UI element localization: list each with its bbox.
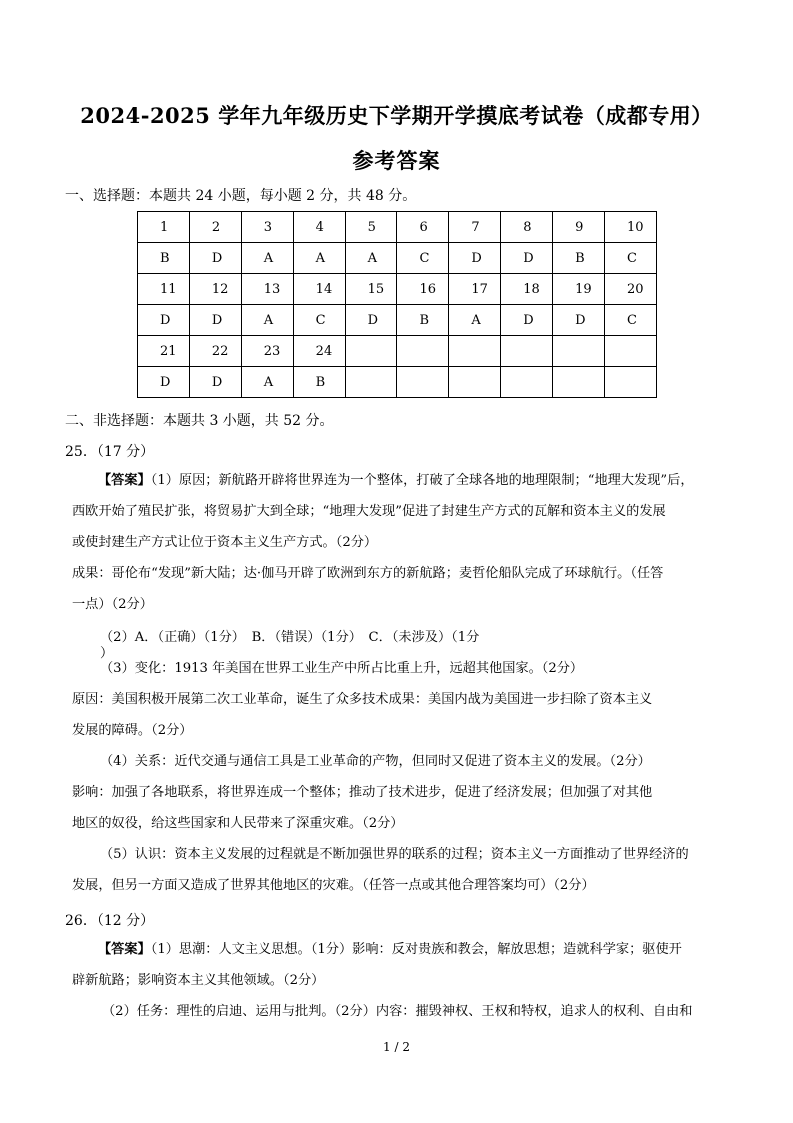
table-cell: A (449, 305, 501, 336)
page-subtitle: 参考答案 (352, 148, 441, 173)
answer-tag: 【答案】 (98, 473, 151, 488)
answer-line: （3）变化：1913 年美国在世界工业生产中所占比重上升，远超其他国家。（2分） (100, 661, 584, 676)
table-cell: B (397, 305, 449, 336)
question-25-answer (72, 465, 738, 620)
answer-line: （4）关系：近代交通与通信工具是工业革命的产物，但同时又促进了资本主义的发展。（2分） (100, 754, 651, 769)
table-cell: D (501, 243, 553, 274)
table-cell: 24 (293, 336, 345, 367)
question-26-answer (72, 934, 738, 1027)
table-cell: B (293, 367, 345, 398)
answer-line: 发展，但另一方面又造成了世界其他地区的灾难。（任答一点或其他合理答案均可）（2分） (72, 878, 595, 893)
table-cell: D (501, 305, 553, 336)
answer-line: 或使封建生产方式让位于资本主义生产方式。（2分） (72, 535, 378, 550)
table-cell: 20 (605, 274, 657, 305)
table-cell: D (449, 243, 501, 274)
table-cell: 2 (189, 212, 241, 243)
table-cell: 23 (241, 336, 293, 367)
table-cell: C (397, 243, 449, 274)
table-cell: B (553, 243, 605, 274)
table-cell: A (293, 243, 345, 274)
table-cell: 4 (293, 212, 345, 243)
table-cell: 14 (293, 274, 345, 305)
answer-line: （2）A．（正确）（1分） B．（错误）（1分） C．（未涉及）（1分 (100, 630, 480, 645)
answer-line: （2）任务：理性的启迪、运用与批判。（2分）内容：摧毁神权、王权和特权，追求人的权利、自由和 (102, 1004, 693, 1019)
table-row (138, 212, 657, 243)
table-row (138, 243, 657, 274)
answer-line: 辟新航路；影响资本主义其他领域。（2分） (72, 973, 325, 988)
answer-tag: 【答案】 (98, 942, 151, 957)
answer-line: ） (100, 646, 114, 661)
table-cell (345, 336, 397, 367)
answer-line: 西欧开始了殖民扩张，将贸易扩大到全球；“地理大发现”促进了封建生产方式的瓦解和资本主义的发展 (72, 504, 666, 519)
page-title: 2024-2025 学年九年级历史下学期开学摸底考试卷（成都专用） (80, 103, 713, 128)
table-cell (501, 336, 553, 367)
table-row (138, 336, 657, 367)
table-cell: 1 (138, 212, 190, 243)
table-cell: 3 (241, 212, 293, 243)
answer-line: 影响：加强了各地联系，将世界连成一个整体；推动了技术进步，促进了经济发展；但加强了对其他 (72, 785, 653, 800)
answer-line: 【答案】（1）原因；新航路开辟将世界连为一个整体，打破了全球各地的地理限制；“地理大发现”后， (98, 473, 694, 488)
table-cell: A (241, 243, 293, 274)
question-25-heading: 25．（17 分） (65, 444, 155, 460)
table-cell: 22 (189, 336, 241, 367)
page-number: 1 / 2 (383, 1040, 410, 1054)
table-cell (605, 336, 657, 367)
table-cell (553, 336, 605, 367)
answer-line: 一点）（2分） (72, 597, 153, 612)
table-cell (345, 367, 397, 398)
table-cell: 8 (501, 212, 553, 243)
table-cell: D (345, 305, 397, 336)
question-26-heading: 26．（12 分） (65, 913, 155, 929)
table-cell (397, 336, 449, 367)
table-cell: 15 (345, 274, 397, 305)
table-cell: D (189, 367, 241, 398)
table-cell: D (138, 305, 190, 336)
table-cell: A (241, 305, 293, 336)
table-row (138, 305, 657, 336)
table-cell: 10 (605, 212, 657, 243)
table-cell (501, 367, 553, 398)
table-cell: C (293, 305, 345, 336)
answer-line: 发展的障碍。（2分） (72, 723, 193, 738)
table-cell: D (138, 367, 190, 398)
answer-line: （5）认识：资本主义发展的过程就是不断加强世界的联系的过程；资本主义一方面推动了世界经济的 (100, 847, 689, 862)
table-cell: C (605, 243, 657, 274)
table-row (138, 367, 657, 398)
question-25-part-3 (72, 653, 740, 901)
table-cell: 5 (345, 212, 397, 243)
answer-table (137, 211, 657, 398)
table-cell (449, 367, 501, 398)
answer-line: 原因：美国积极开展第二次工业革命，诞生了众多技术成果：美国内战为美国进一步扫除了资本主义 (72, 692, 653, 707)
table-cell: D (189, 243, 241, 274)
answer-line: 地区的奴役，给这些国家和人民带来了深重灾难。（2分） (72, 816, 404, 831)
section-1-heading: 一、选择题：本题共 24 小题，每小题 2 分，共 48 分。 (65, 188, 417, 204)
table-cell: 12 (189, 274, 241, 305)
table-cell: 11 (138, 274, 190, 305)
table-cell: 7 (449, 212, 501, 243)
table-cell: 16 (397, 274, 449, 305)
table-cell: 13 (241, 274, 293, 305)
table-cell: B (138, 243, 190, 274)
table-cell: 6 (397, 212, 449, 243)
table-cell: C (605, 305, 657, 336)
table-cell: 17 (449, 274, 501, 305)
table-cell: 21 (138, 336, 190, 367)
table-row (138, 274, 657, 305)
table-cell: D (553, 305, 605, 336)
table-cell (553, 367, 605, 398)
table-cell: A (241, 367, 293, 398)
answer-line: 成果：哥伦布“发现”新大陆；达·伽马开辟了欧洲到东方的新航路；麦哲伦船队完成了环球航行。（任答 (72, 566, 664, 581)
table-cell: 9 (553, 212, 605, 243)
table-cell: A (345, 243, 397, 274)
table-cell (397, 367, 449, 398)
section-2-heading: 二、非选择题：本题共 3 小题，共 52 分。 (65, 413, 334, 429)
table-cell (449, 336, 501, 367)
table-cell: 19 (553, 274, 605, 305)
answer-line: 【答案】（1）思潮：人文主义思想。（1分）影响：反对贵族和教会，解放思想；造就科学家；驱使开 (98, 942, 682, 957)
table-cell: 18 (501, 274, 553, 305)
table-cell: D (189, 305, 241, 336)
table-cell (605, 367, 657, 398)
